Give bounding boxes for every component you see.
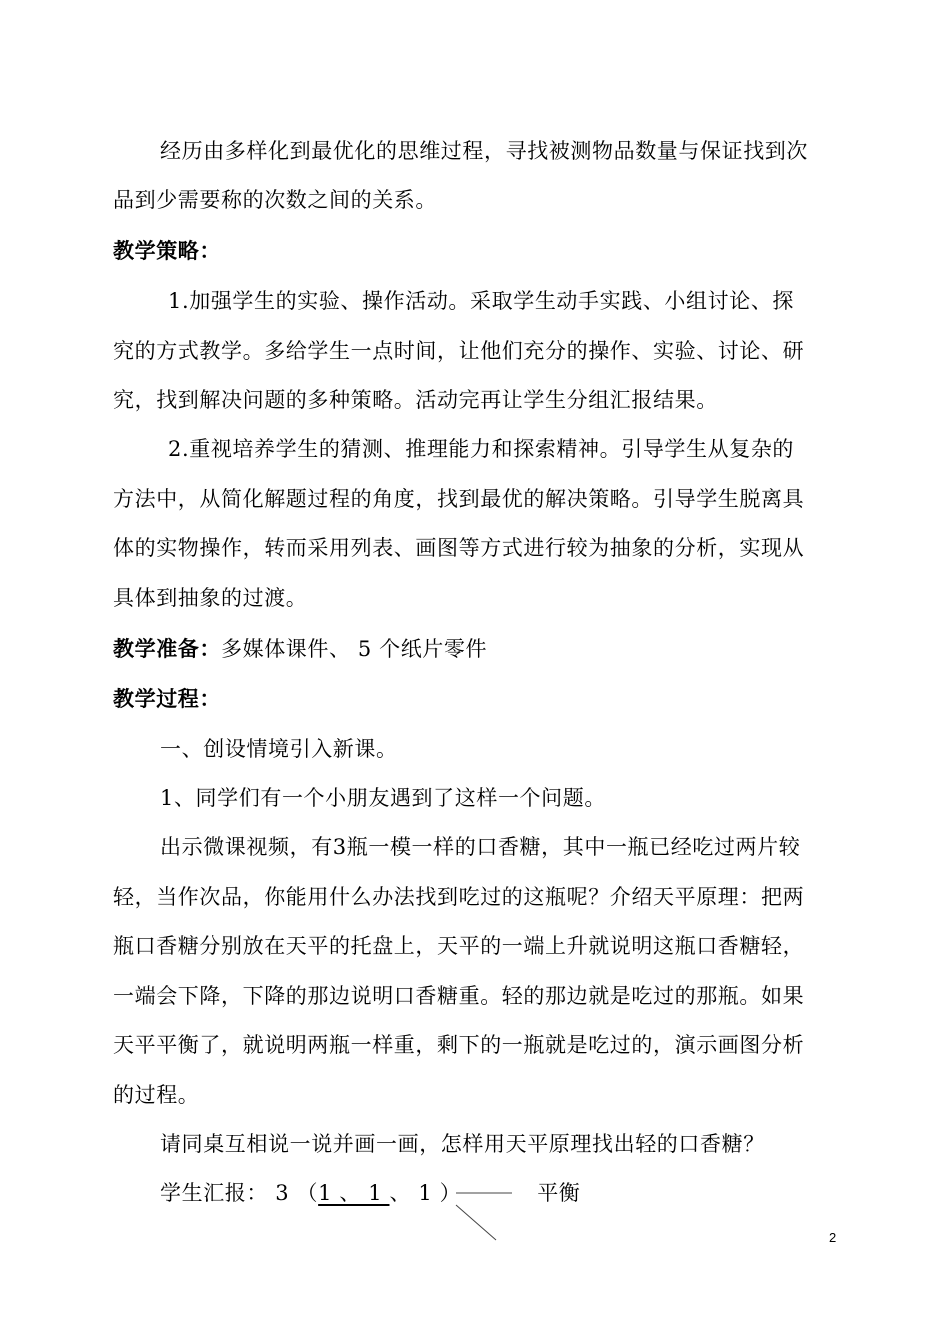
branch-diagram bbox=[450, 1180, 520, 1250]
preparation-materials: 多媒体课件、 5 个纸片零件 bbox=[221, 637, 488, 661]
report-result-balanced: 平衡 bbox=[537, 1181, 581, 1205]
video-paragraph-line-5: 天平平衡了，就说明两瓶一样重，剩下的一瓶就是吃过的，演示画图分析 bbox=[113, 1033, 805, 1057]
report-middle: 、 1 ） bbox=[389, 1181, 462, 1205]
heading-teaching-process: 教学过程： bbox=[113, 687, 221, 711]
paragraph-objective-line-2: 品到少需要称的次数之间的关系。 bbox=[113, 188, 437, 212]
video-paragraph-line-1: 出示微课视频，有3瓶一模一样的口香糖，其中一瓶已经吃过两片较 bbox=[160, 835, 801, 859]
branch-line-diagonal bbox=[456, 1205, 496, 1240]
strategy-2-line-2: 方法中，从简化解题过程的角度，找到最优的解决策略。引导学生脱离具 bbox=[113, 487, 805, 511]
item-1-text: 1、同学们有一个小朋友遇到了这样一个问题。 bbox=[160, 786, 606, 810]
video-paragraph-line-4: 一端会下降，下降的那边说明口香糖重。轻的那边就是吃过的那瓶。如果 bbox=[113, 984, 805, 1008]
strategy-1-line-1: 1.加强学生的实验、操作活动。采取学生动手实践、小组讨论、探 bbox=[168, 289, 795, 313]
paragraph-objective-line-1: 经历由多样化到最优化的思维过程，寻找被测物品数量与保证找到次 bbox=[160, 139, 808, 163]
heading-teaching-strategy: 教学策略： bbox=[113, 239, 221, 263]
strategy-2-line-1: 2.重视培养学生的猜测、推理能力和探索精神。引导学生从复杂的 bbox=[168, 437, 795, 461]
section-1-title: 一、创设情境引入新课。 bbox=[160, 737, 398, 761]
student-report-label: 学生汇报： bbox=[160, 1181, 268, 1205]
report-prefix: 3 （ bbox=[268, 1181, 319, 1205]
strategy-2-line-4: 具体到抽象的过渡。 bbox=[113, 586, 308, 610]
video-paragraph-line-2: 轻，当作次品，你能用什么办法找到吃过的这瓶呢？介绍天平原理：把两 bbox=[113, 885, 805, 909]
report-underlined-group: 1 、 1 bbox=[318, 1181, 390, 1205]
strategy-1-line-2: 究的方式教学。多给学生一点时间，让他们充分的操作、实验、讨论、研 bbox=[113, 339, 805, 363]
video-paragraph-line-3: 瓶口香糖分别放在天平的托盘上，天平的一端上升就说明这瓶口香糖轻， bbox=[113, 934, 805, 958]
teaching-preparation-line bbox=[113, 635, 487, 663]
video-paragraph-line-6: 的过程。 bbox=[113, 1083, 200, 1107]
strategy-2-line-3: 体的实物操作，转而采用列表、画图等方式进行较为抽象的分析，实现从 bbox=[113, 536, 805, 560]
page-number: 2 bbox=[829, 1230, 837, 1245]
discussion-prompt: 请同桌互相说一说并画一画，怎样用天平原理找出轻的口香糖？ bbox=[160, 1132, 765, 1156]
strategy-1-line-3: 究，找到解决问题的多种策略。活动完再让学生分组汇报结果。 bbox=[113, 388, 718, 412]
heading-teaching-preparation: 教学准备： bbox=[113, 637, 221, 661]
